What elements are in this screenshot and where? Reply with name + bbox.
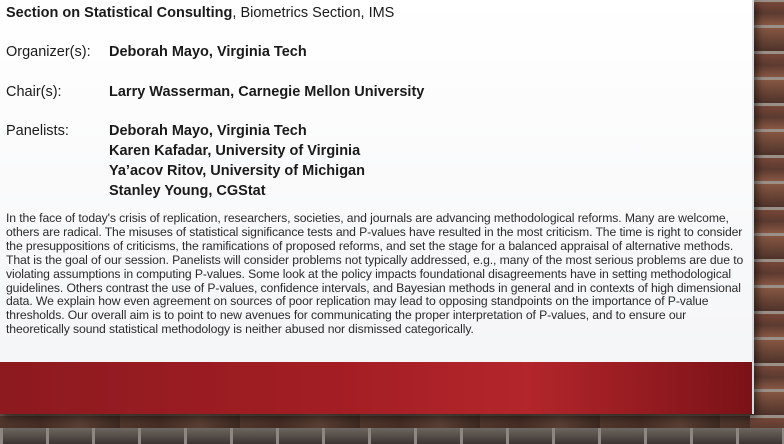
chairs-label: Chair(s): — [6, 84, 62, 100]
panelist-name: Ya’acov Ritov, University of Michigan — [109, 163, 365, 179]
footer-band — [0, 362, 752, 414]
section-heading-rest: , Biometrics Section, IMS — [232, 5, 395, 21]
panelist-name: Karen Kafadar, University of Virginia — [109, 143, 361, 159]
panelist-name: Stanley Young, CGStat — [109, 183, 266, 199]
abstract-text: In the face of today's crisis of replication, researchers, societies, and journals are advancing methodological reforms. Many are welcome, others are radical. The misuses of statistical significance tests and P-values have resulted in the most criticism. The time is right to consider the presuppositions of criticisms, the ramifications of proposed reforms, and set the stage for a balanced appraisal of alternative methods. That is the goal of our session. Panelists will consider problems not typically addressed, e.g., many of the most serious problems are due to violating assumptions in computing P-values. Some look at the policy impacts foundational disagreements have in setting methodological guidelines. Others contrast the use of P-values, confidence intervals, and Bayesian methods in general and in contexts of high dimensional data. We explain how even agreement on sources of poor replication may lead to opposing standpoints on the importance of P-value thresholds. Our overall aim is to point to new avenues for communicating the proper interpretation of P-values, and to ensure our theoretically sound statistical methodology is neither abused nor dismissed categorically. — [6, 211, 744, 337]
chair-name: Larry Wasserman, Carnegie Mellon University — [109, 84, 425, 100]
brick-wall-bottom — [0, 428, 784, 444]
panelist-name: Deborah Mayo, Virginia Tech — [109, 123, 307, 139]
organizers-label: Organizer(s): — [6, 44, 91, 60]
brick-wall-right — [750, 0, 784, 444]
section-heading-bold: Section on Statistical Consulting — [6, 5, 233, 21]
section-heading — [6, 5, 394, 21]
organizer-name: Deborah Mayo, Virginia Tech — [109, 44, 307, 60]
panelists-label: Panelists: — [6, 123, 69, 139]
